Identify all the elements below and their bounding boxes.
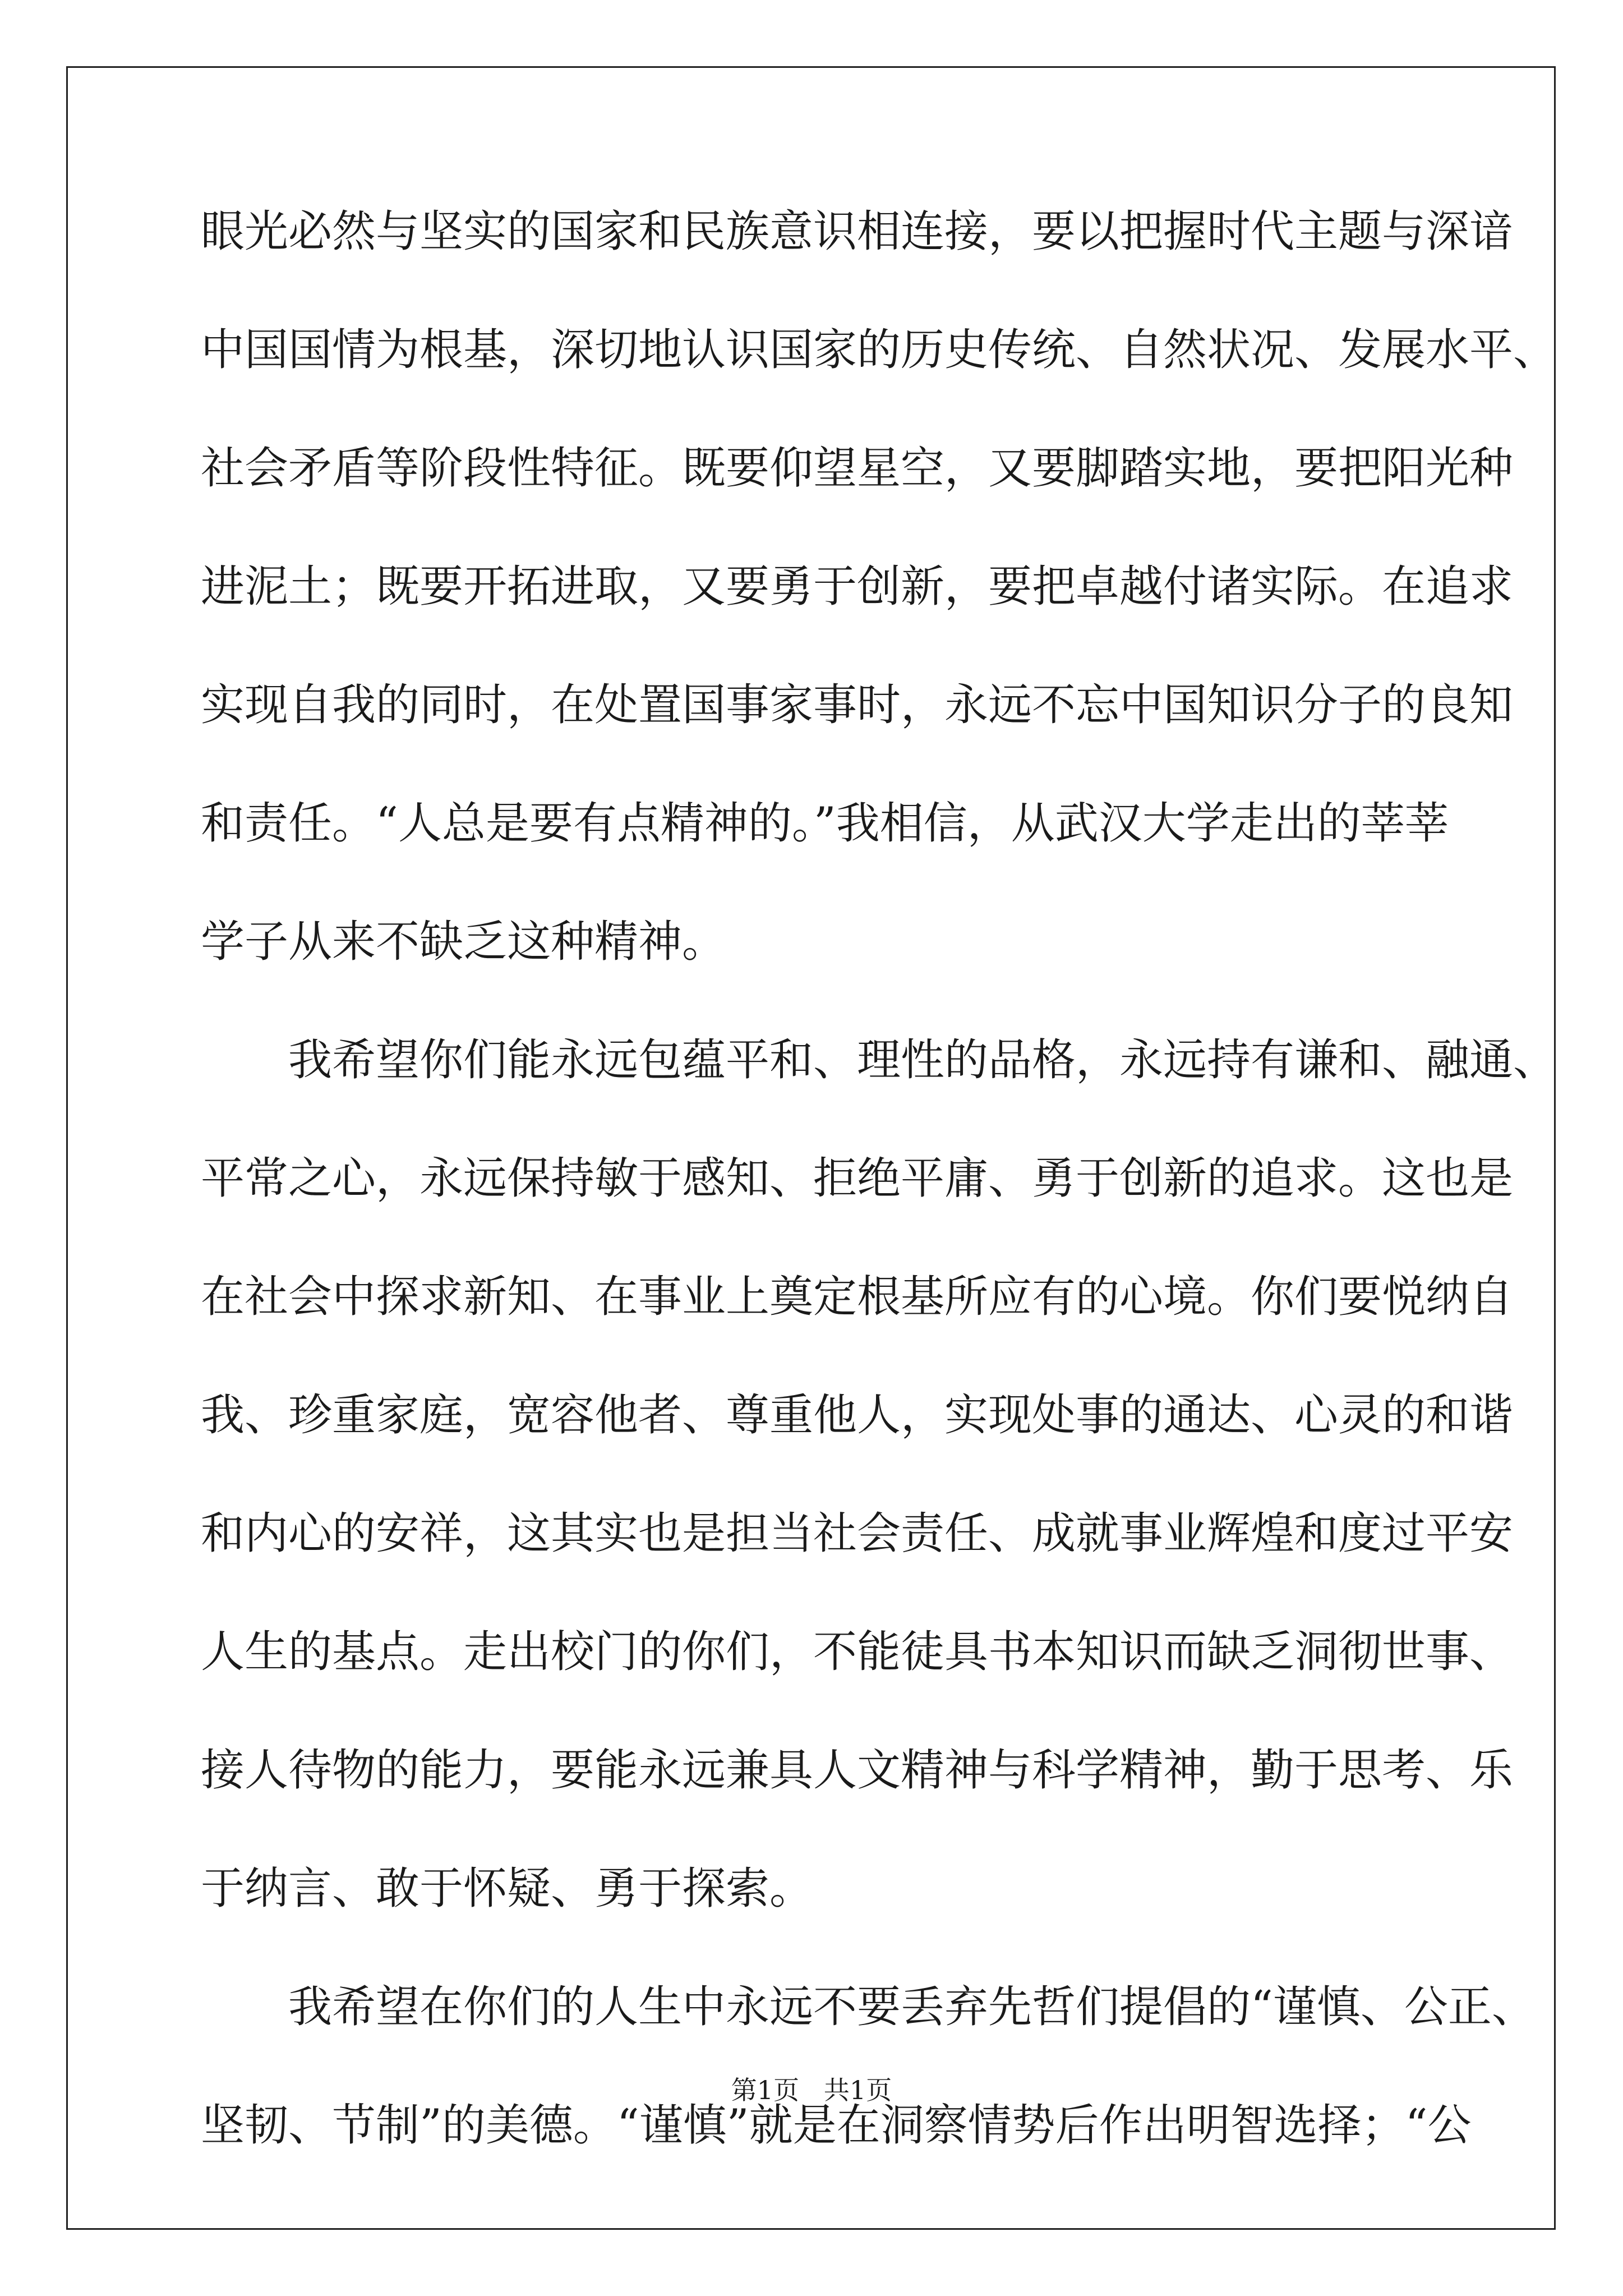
text-line: 眼光必然与坚实的国家和民族意识相连接，要以把握时代主题与深谙 <box>201 206 1514 257</box>
text-line: 和内心的安祥，这其实也是担当社会责任、成就事业辉煌和度过平安 <box>201 1508 1514 1559</box>
text-line: 中国国情为根基，深切地认识国家的历史传统、自然状况、发展水平、 <box>201 325 1557 375</box>
text-line: 在社会中探求新知、在事业上奠定根基所应有的心境。你们要悦纳自 <box>201 1272 1514 1322</box>
text-line: 我、珍重家庭，宽容他者、尊重他人，实现处事的通达、心灵的和谐 <box>201 1390 1514 1441</box>
text-line: 实现自我的同时，在处置国事家事时，永远不忘中国知识分子的良知 <box>201 680 1514 730</box>
text-line: 进泥土；既要开拓进取，又要勇于创新，要把卓越付诸实际。在追求 <box>201 562 1514 612</box>
text-line: 坚韧、节制”的美德。“谨慎”就是在洞察情势后作出明智选择；“公 <box>201 2100 1472 2151</box>
text-line: 于纳言、敢于怀疑、勇于探索。 <box>201 1864 814 1914</box>
text-line: 和责任。“人总是要有点精神的。”我相信，从武汉大学走出的莘莘 <box>201 798 1449 849</box>
page-footer: 第1页 共1页 <box>731 2075 892 2105</box>
text-line: 社会矛盾等阶段性特征。既要仰望星空，又要脚踏实地，要把阳光种 <box>201 443 1514 494</box>
text-line: 我希望在你们的人生中永远不要丢弃先哲们提倡的“谨慎、公正、 <box>288 1982 1536 2032</box>
text-line: 人生的基点。走出校门的你们，不能徒具书本知识而缺乏洞彻世事、 <box>201 1627 1514 1677</box>
text-line: 接人待物的能力，要能永远兼具人文精神与科学精神，勤于思考、乐 <box>201 1745 1514 1796</box>
text-line: 平常之心，永远保持敏于感知、拒绝平庸、勇于创新的追求。这也是 <box>201 1153 1514 1204</box>
text-line: 学子从来不缺乏这种精神。 <box>201 917 726 967</box>
text-line: 我希望你们能永远包蕴平和、理性的品格，永远持有谦和、融通、 <box>288 1035 1557 1085</box>
